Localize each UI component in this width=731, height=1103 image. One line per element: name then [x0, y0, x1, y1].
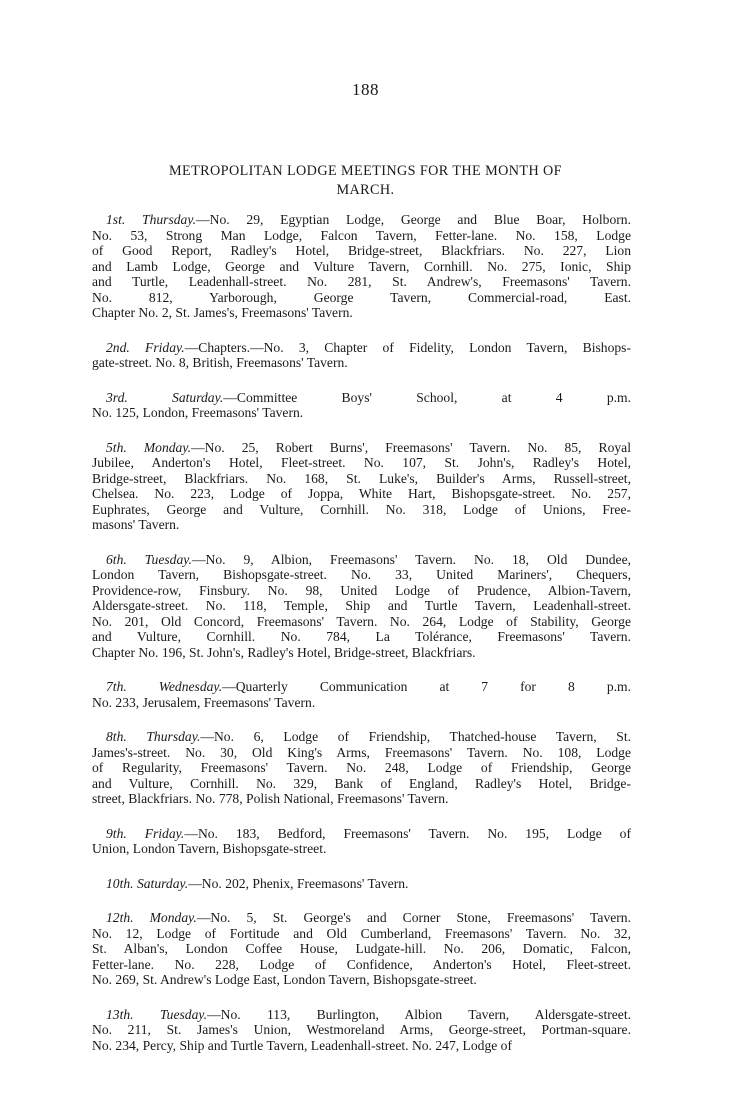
- entry-text: —Quarterly Communication at 7 for 8 p.m.: [222, 679, 631, 694]
- entry-text: —Chapters.—No. 3, Chapter of Fidelity, London Tavern, Bishops-: [184, 339, 631, 355]
- entry-line: No. 211, St. James's Union, Westmoreland Arms, George-street, Portman-square.: [92, 1022, 631, 1037]
- meeting-entry: [92, 390, 631, 421]
- entry-line: No. 125, London, Freemasons' Tavern.: [92, 405, 304, 420]
- entry-line: masons' Tavern.: [92, 517, 180, 532]
- entry-line: [92, 212, 631, 228]
- entry-day: 1st. Thursday.: [106, 212, 197, 227]
- entry-line: No. 233, Jerusalem, Freemasons' Tavern.: [92, 694, 316, 710]
- entry-day: 10th. Saturday.: [106, 875, 189, 891]
- meeting-entry: [92, 552, 631, 661]
- entry-line: No. 234, Percy, Ship and Turtle Tavern, Leadenhall-street. No. 247, Lodge of: [92, 1037, 512, 1053]
- entry-line: [92, 340, 631, 356]
- entry-line: [92, 876, 631, 892]
- entry-line: [92, 729, 631, 745]
- entry-day: 12th. Monday.: [106, 910, 197, 925]
- meeting-entry: [92, 729, 631, 807]
- entry-line: gate-street. No. 8, British, Freemasons' Tavern.: [92, 355, 348, 370]
- title-line-1: METROPOLITAN LODGE MEETINGS FOR THE MONTH OF: [169, 163, 562, 179]
- entry-line: street, Blackfriars. No. 778, Polish National, Freemasons' Tavern.: [92, 791, 449, 806]
- entry-line: London Tavern, Bishopsgate-street. No. 33, United Mariners', Chequers,: [92, 567, 631, 582]
- meeting-entry: [92, 910, 631, 988]
- page-number: 188: [352, 80, 379, 99]
- entry-line: and Vulture, Cornhill. No. 784, La Tolérance, Freemasons' Tavern.: [92, 629, 631, 644]
- entry-line: [92, 390, 631, 406]
- entry-line: and Vulture, Cornhill. No. 329, Bank of England, Radley's Hotel, Bridge-: [92, 775, 631, 791]
- entry-line: James's-street. No. 30, Old King's Arms, Freemasons' Tavern. No. 108, Lodge: [92, 744, 631, 760]
- entry-line: [92, 679, 631, 695]
- entry-day: 5th. Monday.: [106, 439, 192, 455]
- entry-line: Jubilee, Anderton's Hotel, Fleet-street. No. 107, St. John's, Radley's Hotel,: [92, 455, 631, 470]
- entry-line: Bridge-street, Blackfriars. No. 168, St. Luke's, Builder's Arms, Russell-street,: [92, 470, 631, 486]
- entry-text: —No. 6, Lodge of Friendship, Thatched-house Tavern, St.: [200, 729, 631, 744]
- entry-line: [92, 910, 631, 926]
- meeting-entry: [92, 340, 631, 371]
- entry-line: Union, London Tavern, Bishopsgate-street.: [92, 841, 327, 856]
- page-title: [100, 162, 631, 200]
- entry-text: —No. 9, Albion, Freemasons' Tavern. No. 18, Old Dundee,: [191, 551, 631, 567]
- entry-text: —No. 183, Bedford, Freemasons' Tavern. No. 195, Lodge of: [184, 825, 631, 841]
- entry-line: Chapter No. 196, St. John's, Radley's Hotel, Bridge-street, Blackfriars.: [92, 644, 476, 660]
- entry-day: 13th. Tuesday.: [106, 1006, 208, 1022]
- entry-line: [92, 552, 631, 568]
- entry-line: [92, 826, 631, 842]
- entry-line: of Good Report, Radley's Hotel, Bridge-street, Blackfriars. No. 227, Lion: [92, 243, 631, 258]
- entry-line: No. 201, Old Concord, Freemasons' Tavern. No. 264, Lodge of Stability, George: [92, 613, 631, 629]
- entry-line: Fetter-lane. No. 228, Lodge of Confidence, Anderton's Hotel, Fleet-street.: [92, 956, 631, 972]
- entry-line: Chelsea. No. 223, Lodge of Joppa, White Hart, Bishopsgate-street. No. 257,: [92, 486, 631, 501]
- entry-text: —No. 25, Robert Burns', Freemasons' Tavern. No. 85, Royal: [191, 439, 631, 455]
- entry-text: —No. 29, Egyptian Lodge, George and Blue Boar, Holborn.: [196, 212, 631, 227]
- entry-day: 7th. Wednesday.: [106, 679, 223, 694]
- entry-line: and Turtle, Leadenhall-street. No. 281, St. Andrew's, Freemasons' Tavern.: [92, 274, 631, 289]
- entry-text: —No. 113, Burlington, Albion Tavern, Aldersgate-street.: [207, 1006, 631, 1022]
- entry-line: [92, 440, 631, 456]
- entry-line: [92, 1007, 631, 1023]
- entry-line: No. 12, Lodge of Fortitude and Old Cumberland, Freemasons' Tavern. No. 32,: [92, 925, 631, 941]
- entry-text: —No. 5, St. George's and Corner Stone, Freemasons' Tavern.: [196, 910, 631, 925]
- entry-line: St. Alban's, London Coffee House, Ludgate-hill. No. 206, Domatic, Falcon,: [92, 941, 631, 956]
- meeting-entry: [92, 679, 631, 710]
- entry-line: of Regularity, Freemasons' Tavern. No. 248, Lodge of Friendship, George: [92, 760, 631, 775]
- meeting-entry: [92, 876, 631, 892]
- entry-day: 8th. Thursday.: [106, 729, 201, 744]
- entry-day: 2nd. Friday.: [106, 339, 185, 355]
- meetings-list: [92, 212, 631, 1072]
- entry-line: Aldersgate-street. No. 118, Temple, Ship and Turtle Tavern, Leadenhall-street.: [92, 598, 631, 613]
- entry-day: 9th. Friday.: [106, 825, 185, 841]
- entry-text: —Committee Boys' School, at 4 p.m.: [223, 389, 631, 405]
- entry-day: 6th. Tuesday.: [106, 551, 192, 567]
- entry-line: No. 269, St. Andrew's Lodge East, London Tavern, Bishopsgate-street.: [92, 972, 477, 987]
- meeting-entry: [92, 212, 631, 321]
- meeting-entry: [92, 826, 631, 857]
- entry-line: No. 812, Yarborough, George Tavern, Commercial-road, East.: [92, 289, 631, 305]
- meeting-entry: [92, 1007, 631, 1054]
- entry-line: Chapter No. 2, St. James's, Freemasons' Tavern.: [92, 305, 353, 320]
- entry-line: and Lamb Lodge, George and Vulture Tavern, Cornhill. No. 275, Ionic, Ship: [92, 258, 631, 274]
- entry-line: Euphrates, George and Vulture, Cornhill. No. 318, Lodge of Unions, Free-: [92, 501, 631, 517]
- entry-text: —No. 202, Phenix, Freemasons' Tavern.: [188, 875, 409, 891]
- meeting-entry: [92, 440, 631, 533]
- entry-line: Providence-row, Finsbury. No. 98, United Lodge of Prudence, Albion-Tavern,: [92, 582, 631, 598]
- entry-day: 3rd. Saturday.: [106, 389, 224, 405]
- entry-line: No. 53, Strong Man Lodge, Falcon Tavern, Fetter-lane. No. 158, Lodge: [92, 227, 631, 243]
- title-line-2: MARCH.: [336, 182, 395, 198]
